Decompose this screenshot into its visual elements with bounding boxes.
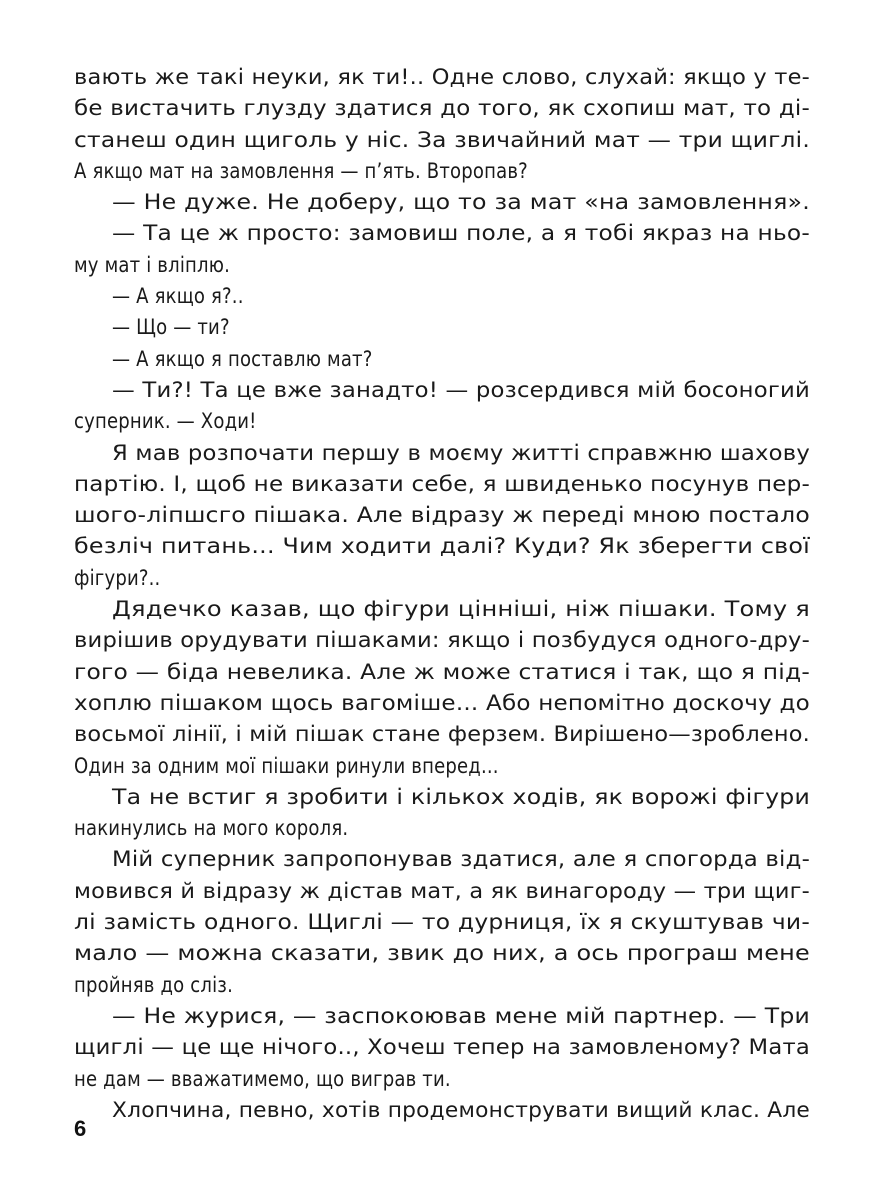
text-line bbox=[74, 1032, 810, 1063]
text-line bbox=[74, 93, 810, 124]
text-line-content: — Що — ти? bbox=[112, 315, 230, 340]
text-line-content: бе вистачить глузду здатися до того, як схопиш мат, то ді- bbox=[74, 96, 810, 121]
text-line-content: лі замість одного. Щиглі — то дурниця, їх я скуштував чи- bbox=[74, 910, 810, 935]
text-line bbox=[74, 876, 810, 907]
text-line-content: восьмої лінії, і мій пішак стане ферзем. Вирішено—зроблено. bbox=[74, 722, 810, 747]
text-line-content: пройняв до сліз. bbox=[74, 972, 233, 997]
text-line-content: партію. I, щоб не виказати себе, я швиденько посунув пер- bbox=[74, 471, 810, 496]
text-line-content: накинулись на мого короля. bbox=[74, 816, 349, 841]
body-text bbox=[74, 62, 810, 1126]
text-line-content: му мат і вліплю. bbox=[74, 252, 231, 277]
text-line-content: не дам — вважатимемо, що виграв ти. bbox=[74, 1066, 451, 1091]
text-line-content: мовився й відразу ж дістав мат, а як винагороду — три щиг- bbox=[74, 878, 810, 903]
text-line-content: Я мав розпочати першу в моєму житті справжню шахову bbox=[112, 440, 810, 465]
text-line-content: — Не дуже. Не доберу, що то за мат «на замовлення». bbox=[112, 190, 810, 215]
text-line bbox=[74, 907, 810, 938]
text-line bbox=[74, 531, 810, 562]
text-line-content: фігури?.. bbox=[74, 565, 161, 590]
text-line bbox=[74, 844, 810, 875]
text-line bbox=[74, 406, 810, 437]
text-line bbox=[74, 469, 810, 500]
text-line-content: — А якщо я поставлю мат? bbox=[112, 346, 373, 371]
text-line-content: Мій суперник запропонував здатися, але я спогорда від- bbox=[112, 847, 810, 872]
text-line-content: хоплю пішаком щось вагоміше... Або непомітно доскочу до bbox=[74, 690, 810, 715]
text-line-content: вирішив орудувати пішаками: якщо і позбудуся одного-дру- bbox=[74, 628, 810, 653]
text-line bbox=[74, 751, 810, 782]
text-line-content: Та не встиг я зробити і кількох ходів, як ворожі фігури bbox=[112, 784, 810, 809]
text-line bbox=[74, 563, 810, 594]
text-line-content: шого-ліпшсго пішака. Але відразу ж переді мною постало bbox=[74, 503, 810, 528]
text-line-content: гого — біда невелика. Але ж може статися і так, що я під- bbox=[74, 659, 810, 684]
text-line bbox=[74, 938, 810, 969]
text-line bbox=[74, 719, 810, 750]
text-line-content: Хлопчина, певно, хотів продемонструвати вищий клас. Але bbox=[112, 1097, 810, 1122]
text-line bbox=[74, 657, 810, 688]
text-line bbox=[74, 438, 810, 469]
text-line-content: — Та це ж просто: замовиш поле, а я тобі якраз на ньо- bbox=[112, 221, 810, 246]
text-line bbox=[74, 344, 810, 375]
text-line-content: мало — можна сказати, звик до них, а ось програш мене bbox=[74, 941, 810, 966]
text-line bbox=[74, 218, 810, 249]
text-line bbox=[74, 156, 810, 187]
text-line-content: А якщо мат на замовлення — п’ять. Второпав? bbox=[74, 158, 528, 183]
page-number: 6 bbox=[74, 1116, 87, 1141]
text-line bbox=[74, 62, 810, 93]
text-line bbox=[74, 625, 810, 656]
text-line bbox=[74, 187, 810, 218]
text-line bbox=[74, 125, 810, 156]
text-line bbox=[74, 782, 810, 813]
text-line-content: Один за одним мої пішаки ринули вперед... bbox=[74, 753, 499, 778]
text-line bbox=[74, 813, 810, 844]
text-line bbox=[74, 970, 810, 1001]
text-line-content: вають же такі неуки, як ти!.. Одне слово, слухай: якщо у те- bbox=[74, 65, 810, 89]
text-line bbox=[74, 281, 810, 312]
text-line bbox=[74, 1001, 810, 1032]
text-line-content: безліч питань... Чим ходити далі? Куди? Як зберегти свої bbox=[74, 534, 810, 559]
text-line-content: — Не журися, — заспокоював мене мій партнер. — Три bbox=[112, 1003, 810, 1028]
text-line bbox=[74, 688, 810, 719]
text-line-content: щиглі — це ще нічого.., Хочеш тепер на замовленому? Мата bbox=[74, 1035, 810, 1060]
text-line bbox=[74, 1064, 810, 1095]
text-line bbox=[74, 375, 810, 406]
text-line bbox=[74, 594, 810, 625]
text-line bbox=[74, 1095, 810, 1126]
text-line-content: суперник. — Ходи! bbox=[74, 409, 257, 434]
text-line bbox=[74, 500, 810, 531]
text-line-content: станеш один щиголь у ніс. За звичайний мат — три щиглі. bbox=[74, 127, 810, 152]
text-line-content: — Ти?! Та це вже занадто! — розсердився мій босоногий bbox=[112, 377, 810, 402]
text-line bbox=[74, 312, 810, 343]
text-line-content: — А якщо я?.. bbox=[112, 284, 244, 309]
text-line-content: Дядечко казав, що фігури цінніші, ніж пішаки. Тому я bbox=[112, 597, 810, 622]
text-line bbox=[74, 250, 810, 281]
